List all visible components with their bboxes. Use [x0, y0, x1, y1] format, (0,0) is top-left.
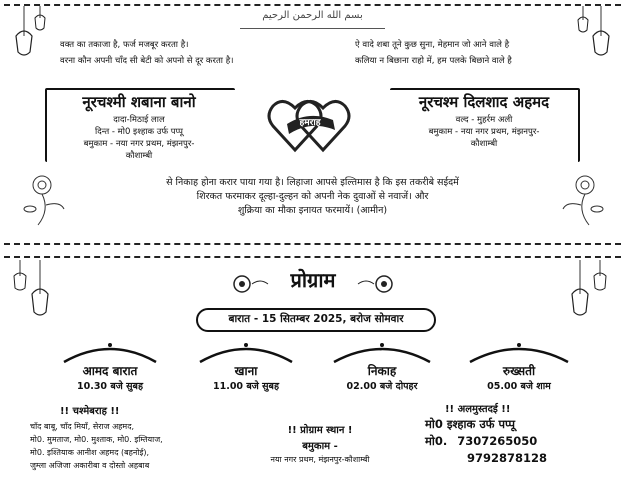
welcome-title: !! चश्मेबराह !! — [60, 406, 120, 417]
couplet-right — [355, 37, 565, 69]
hanging-lamp-left-icon — [10, 6, 50, 76]
bride-detail: दिन्त - मो0 इश्हाक उर्फ पप्पू — [95, 127, 183, 137]
program-title: प्रोग्राम — [290, 268, 336, 292]
couplet-right-line: ऐ वादे शबा तूने कुछ सुना, मेहमान जो आने वाले है — [355, 40, 510, 50]
event-card — [466, 342, 572, 392]
heart-text: हमराह — [299, 118, 321, 128]
floral-left-icon — [20, 165, 75, 230]
requester-title: !! अलमुस्तदई !! — [445, 404, 511, 415]
event-title: निकाह — [367, 364, 397, 378]
bride-detail: कौशाम्बी — [125, 151, 153, 161]
groom-detail: वल्द - मुहर्रम अली — [455, 115, 513, 125]
event-time: 10.30 बजे सुबह — [76, 381, 144, 392]
groom-name: नूरचश्म दिलशाद अहमद — [418, 93, 550, 111]
floral-right-icon — [555, 165, 610, 230]
couplet-left-line: वरना कौन अपनी चाँद सी बेटी को अपनो से दूर करता है। — [60, 56, 234, 66]
welcome-line: मो0. इश्तियाक आनीश अहमद (बहनोई), — [30, 448, 150, 457]
welcome-line: मो0. मुमताज, मो0. मुश्ताक, मो0. इम्तियाज, — [30, 435, 163, 444]
groom-detail: बमुकाम - नया नगर प्रथम, मंझनपुर- — [428, 127, 540, 137]
announcement — [80, 176, 545, 218]
venue-place: बमुकाम - — [302, 441, 338, 452]
event-card — [330, 342, 434, 392]
phone-number: 7307265050 — [457, 434, 538, 448]
event-time: 02.00 बजे दोपहर — [346, 381, 418, 392]
bride-block — [45, 92, 233, 162]
event-card — [196, 342, 296, 392]
bismillah-calligraphy: بسم الله الرحمن الرحيم — [240, 10, 385, 29]
bottom-dashed-border — [4, 256, 621, 258]
hanging-lamp-right-icon — [560, 260, 615, 335]
couplet-left — [60, 37, 280, 69]
bride-name: नूरचश्मी शबाना बानो — [82, 93, 196, 111]
hanging-lamp-left-icon — [8, 260, 58, 335]
requester-name: मो0 इश्हाक उर्फ पप्पू — [425, 417, 516, 431]
invitation-bottom-card — [0, 254, 625, 491]
top-dashed-border — [4, 4, 621, 6]
bride-detail: बमुकाम - नया नगर प्रथम, मंझनपुर- — [83, 139, 195, 149]
arch-icon — [466, 342, 572, 364]
announcement-line: शिरकत फरमाकर दूल्हा-दुल्हन को अपनी नेक दुवाओं से नवाजें। और — [196, 191, 429, 202]
event-title: रुख्सती — [502, 364, 536, 378]
requester-phone-row — [425, 434, 615, 449]
arch-icon — [196, 342, 296, 364]
welcome-line: जुम्ला अजिजा अकारीबा व दोस्तो अहबाब — [30, 461, 150, 470]
requester-block — [425, 401, 615, 465]
venue-title: !! प्रोग्राम स्थान ! — [287, 425, 353, 436]
announcement-line: शुक्रिया का मौका इनायत फरमायें। (आमीन) — [237, 205, 388, 216]
arch-icon — [330, 342, 434, 364]
couplet-left-line: वक्त का तकाजा है, फर्ज मजबूर करता है। — [60, 40, 189, 50]
phone-number: 9792878128 — [467, 451, 548, 465]
date-banner-text: बारात - 15 सितम्बर 2025, बरोज सोमवार — [228, 313, 404, 325]
groom-block — [390, 92, 578, 150]
bride-detail: दादा-मिठाई लाल — [113, 115, 165, 125]
welcome-line: चाँद बाबू, चाँद मियाँ, सेराज अहमद, — [30, 422, 134, 431]
couplet-right-line: कलिया न बिछाना राहो में, हम पलके बिछाने वाले है — [355, 56, 512, 66]
announcement-line: से निकाह होना करार पाया गया है। लिहाजा आपसे इल्तिमास है कि इस तकरीबे सईदमें — [166, 177, 459, 188]
groom-detail: कौशाम्बी — [470, 139, 498, 149]
venue-block — [240, 422, 400, 465]
top-dashed-border-bottom — [4, 243, 621, 245]
venue-address: नया नगर प्रथम, मंझनपुर-कौशाम्बी — [270, 455, 370, 464]
hanging-lamp-right-icon — [573, 6, 618, 76]
event-card — [60, 342, 160, 392]
event-time: 11.00 बजे सुबह — [212, 381, 280, 392]
event-time: 05.00 बजे शाम — [487, 381, 551, 392]
phone-label: मो0. — [425, 434, 448, 448]
welcome-block — [30, 403, 215, 472]
arch-icon — [60, 342, 160, 364]
event-title: खाना — [234, 364, 258, 378]
event-title: आमद बारात — [82, 364, 138, 378]
